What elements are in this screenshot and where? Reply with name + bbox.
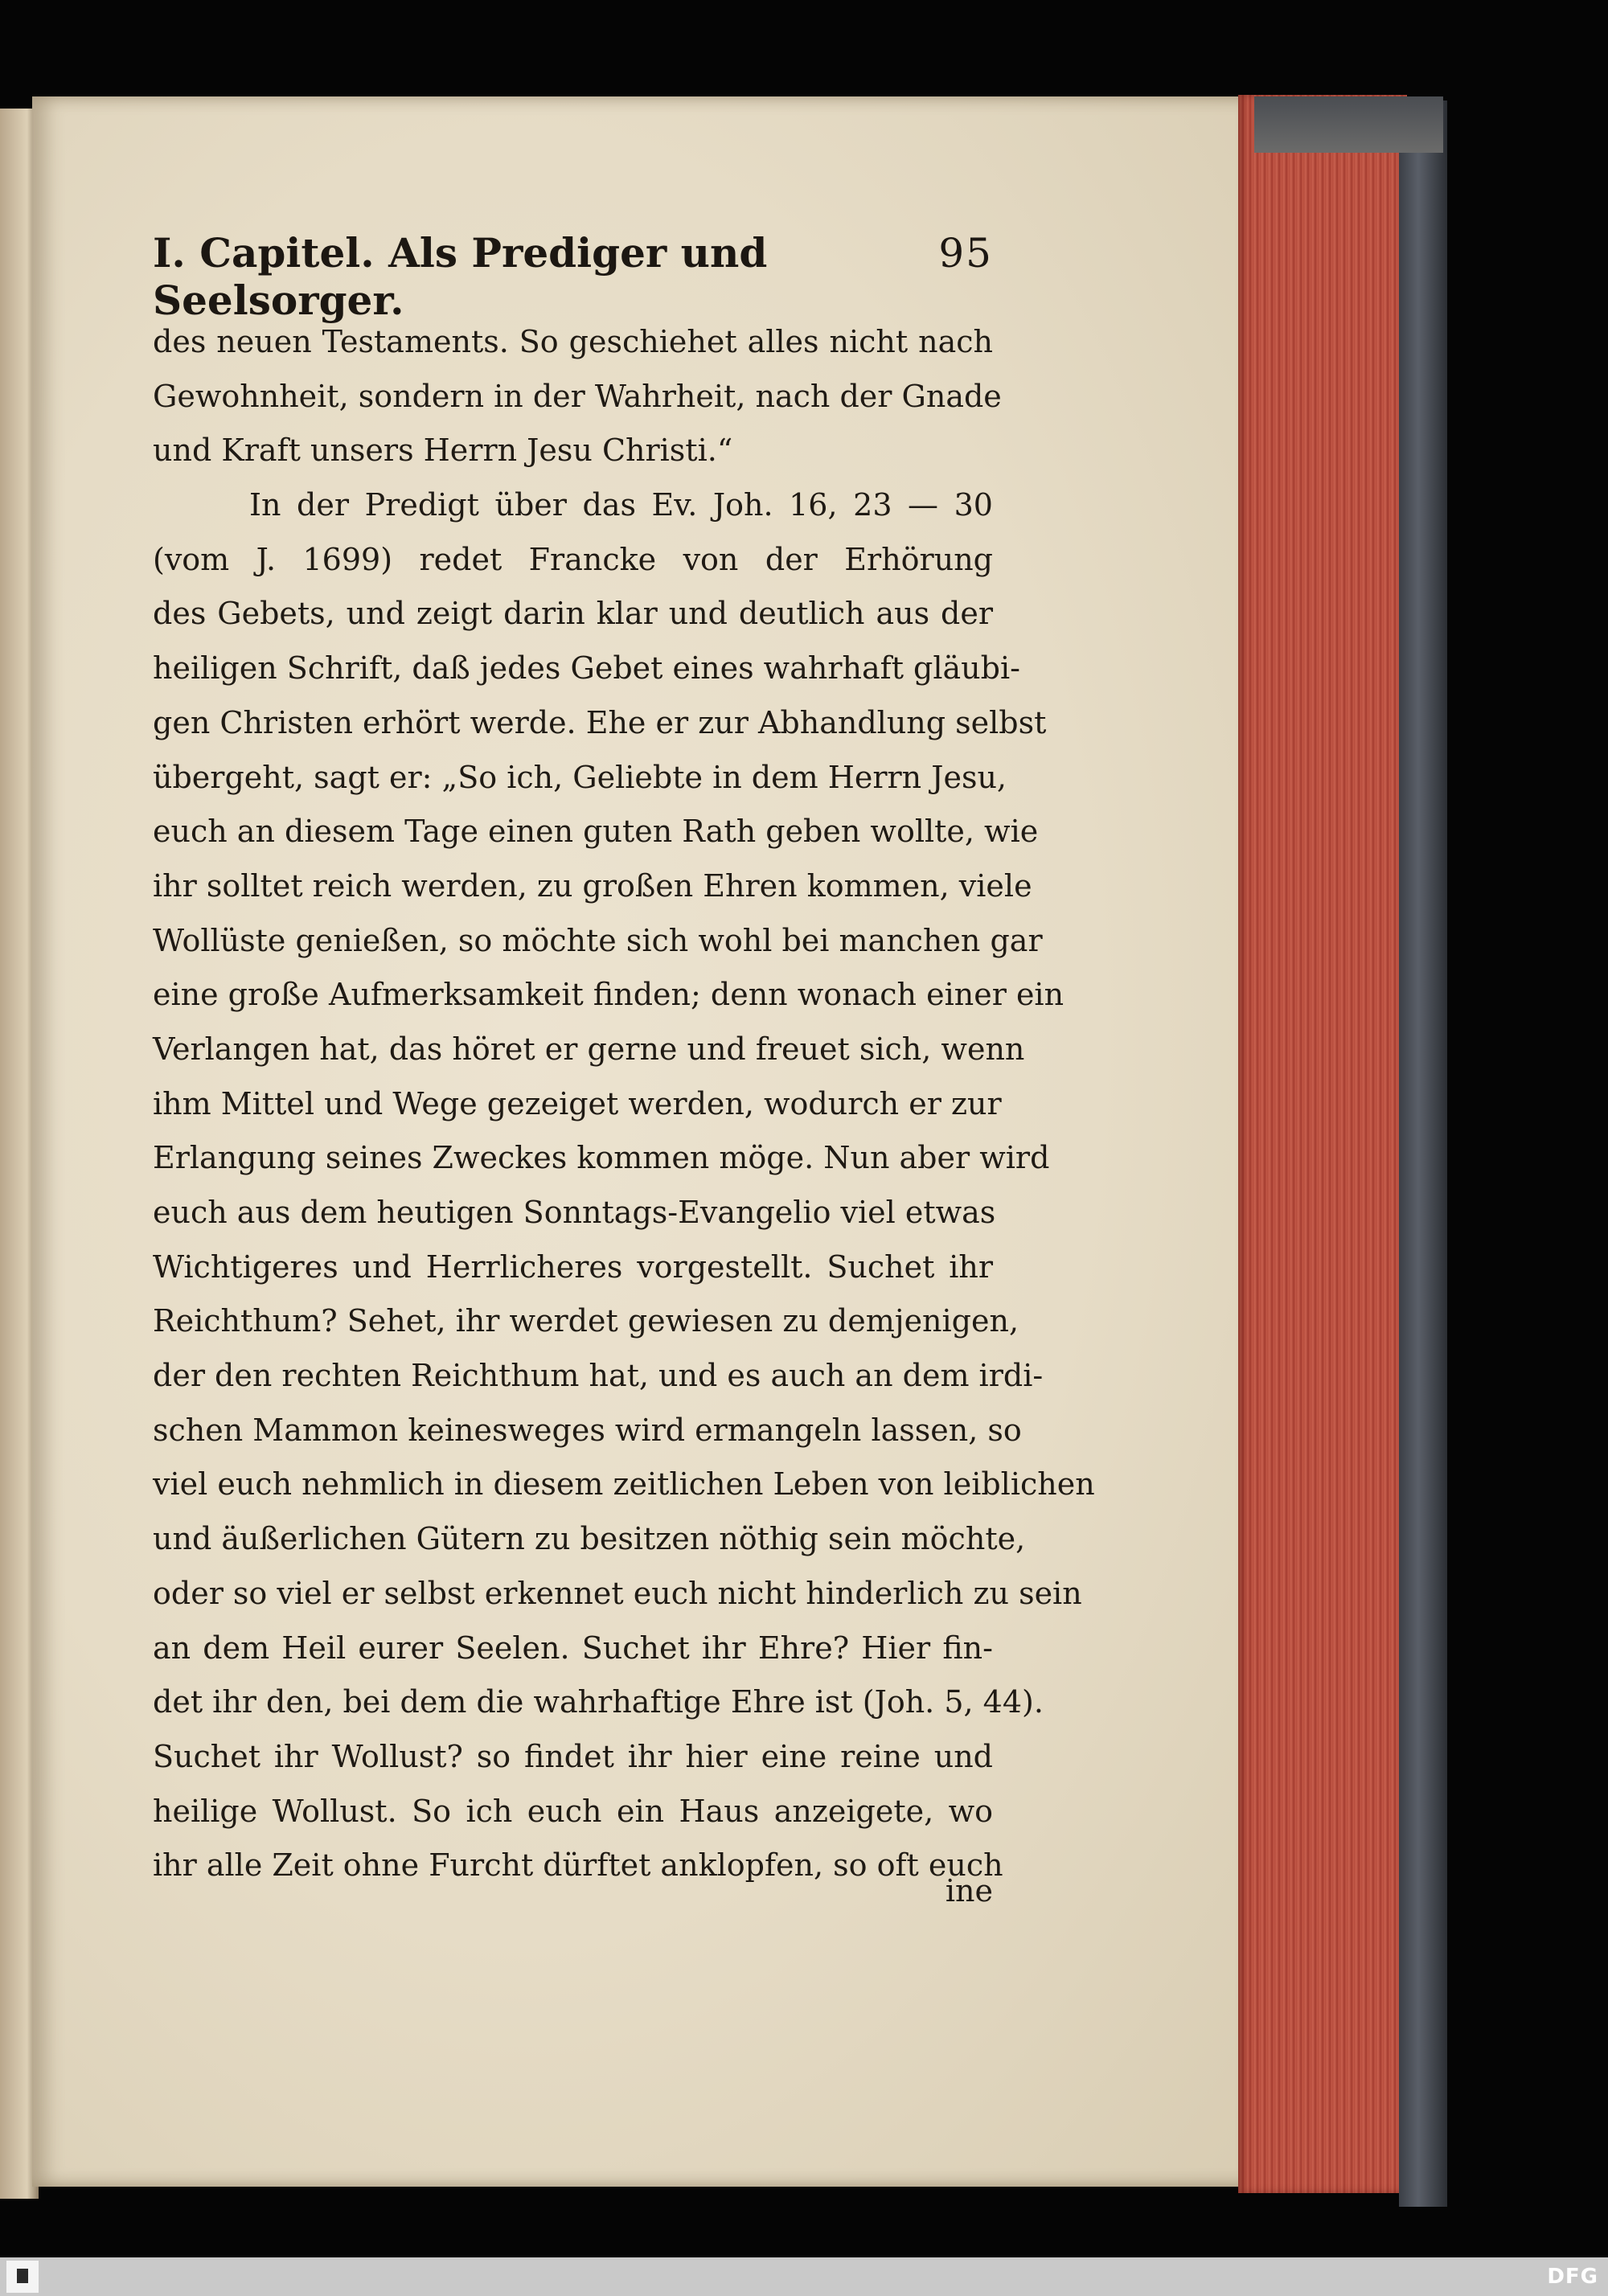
text-line: Reichthum? Sehet, ihr werdet gewiesen zu demjenigen, [153,1303,1019,1339]
catchword: ine [945,1873,993,1909]
text-line: ihm Mittel und Wege gezeiget werden, wodurch er zur [153,1085,1002,1121]
text-line: euch aus dem heutigen Sonntags-Evangelio viel etwas [153,1195,996,1230]
book-cover-board [1399,100,1447,2207]
text-line: heilige Wollust. So ich euch ein Haus anzeigete, wo [153,1793,993,1829]
viewer-footer-bar [0,2257,1608,2296]
text-line: ihr solltet reich werden, zu großen Ehren kommen, viele [153,867,1032,904]
body-text [153,315,1095,1893]
text-line: Wichtigeres und Herrlicheres vorgestellt. Suchet ihr [153,1248,993,1285]
text-line: gen Christen erhört werde. Ehe er zur Abhandlung selbst [153,704,1047,740]
text-line: Wollüste genießen, so möchte sich wohl bei manchen gar [153,922,1043,958]
text-line: euch an diesem Tage einen guten Rath geben wollte, wie [153,814,1039,850]
dfg-logo: DFG [1547,2265,1598,2289]
text-line: der den rechten Reichthum hat, und es auch an dem irdi- [153,1358,1044,1394]
book-cover-top [1254,96,1443,153]
text-line: Suchet ihr Wollust? so findet ihr hier eine reine und [153,1738,993,1774]
page-fore-edge [1238,95,1407,2193]
text-line: Erlangung seines Zweckes kommen möge. Nun aber wird [153,1140,1050,1176]
text-line: ihr alle Zeit ohne Furcht dürftet anklopfen, so oft euch [153,1847,1003,1884]
text-line: schen Mammon keinesweges wird ermangeln lassen, so [153,1412,1022,1448]
text-line: Verlangen hat, das höret er gerne und freuet sich, wenn [153,1031,1025,1067]
text-line: heiligen Schrift, daß jedes Gebet eines wahrhaft gläubi- [153,650,1020,687]
text-line: Gewohnheit, sondern in der Wahrheit, nach der Gnade [153,378,1002,414]
text-line: eine große Aufmerksamkeit finden; denn wonach einer ein [153,977,1064,1013]
text-line: übergeht, sagt er: „So ich, Geliebte in dem Herrn Jesu, [153,759,1007,795]
text-line: viel euch nehmlich in diesem zeitlichen Leben von leiblichen [153,1466,1095,1503]
text-line: an dem Heil eurer Seelen. Suchet ihr Ehre? Hier fin- [153,1630,993,1666]
library-crest-icon [17,2269,28,2283]
text-line: des Gebets, und zeigt darin klar und deutlich aus der [153,596,993,632]
running-head-title: I. Capitel. Als Prediger und Seelsorger. [153,229,768,324]
page-number: 95 [938,230,993,277]
text-line: und Kraft unsers Herrn Jesu Christi.“ [153,433,733,469]
running-head [153,229,993,324]
text-line: (vom J. 1699) redet Francke von der Erhörung [153,541,993,577]
library-logo-icon [6,2261,39,2293]
text-line: oder so viel er selbst erkennet euch nicht hinderlich zu sein [153,1575,1082,1611]
text-line: In der Predigt über das Ev. Joh. 16, 23 — 30 [249,487,993,523]
text-line: det ihr den, bei dem die wahrhaftige Ehre ist (Joh. 5, 44). [153,1684,1044,1720]
text-line: des neuen Testaments. So geschiehet alles nicht nach [153,324,993,359]
text-line: und äußerlichen Gütern zu besitzen nöthig sein möchte, [153,1521,1026,1557]
